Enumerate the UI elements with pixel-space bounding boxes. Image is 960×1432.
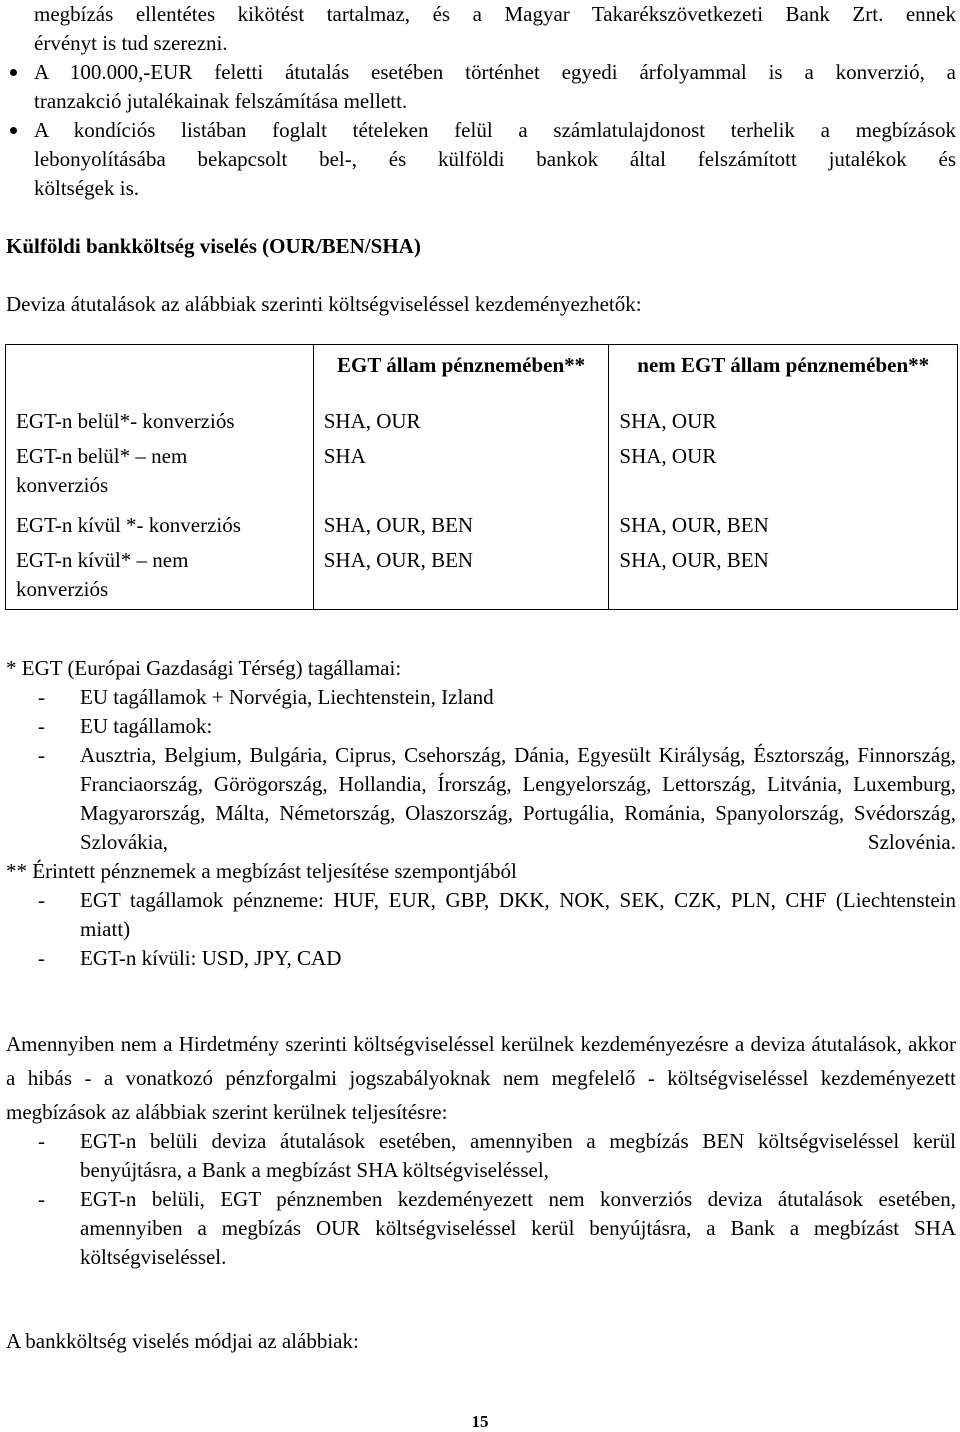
table-row	[6, 403, 958, 440]
section-heading: Külföldi bankköltség viselés (OUR/BEN/SHA)	[6, 234, 421, 258]
table-cell: SHA, OUR, BEN	[609, 544, 958, 610]
bullet-line: lebonyolításába bekapcsolt bel-, és külföldi bankok által felszámított jutalékok és	[34, 147, 956, 171]
list-item: - EGT-n belüli deviza átutalások esetében, amennyiben a megbízás BEN költségviseléssel kerül benyújtásra, a Bank a megbízást SHA költségviseléssel,	[38, 1129, 956, 1182]
closing-line: A bankköltség viselés módjai az alábbiak:	[6, 1329, 359, 1353]
table-cell: SHA, OUR	[313, 403, 609, 440]
table-cell: SHA	[313, 440, 609, 506]
rules-list	[6, 1127, 956, 1272]
list-item: - Ausztria, Belgium, Bulgária, Ciprus, Csehország, Dánia, Egyesült Királyság, Észtország, Finnország, Franciaország, Görögország, Hollandia, Írország, Lengyelország, Lettország, Litvánia, Luxemburg, Magyarország, Málta, Németország, Olaszország, Portugália, Románia, Spanyolország, Svédország, Szlovákia, Szlovénia.	[38, 743, 956, 854]
table-cell: EGT-n belül* – nem konverziós	[6, 440, 314, 506]
table-cell: EGT-n belül*- konverziós	[6, 403, 314, 440]
page-number: 15	[471, 1412, 489, 1431]
bullet-icon	[10, 69, 17, 76]
table-header-cell	[6, 345, 314, 404]
intro-line-2: érvényt is tud szerezni.	[34, 31, 228, 55]
footnote-title: ** Érintett pénznemek a megbízást teljesítése szempontjából	[6, 859, 517, 883]
section-intro: Deviza átutalások az alábbiak szerinti költségviseléssel kezdeményezhetők:	[6, 292, 642, 316]
bullet-line: költségek is.	[34, 176, 139, 200]
bullet-item	[6, 116, 956, 203]
table-row	[6, 440, 958, 506]
bullet-line: A 100.000,-EUR feletti átutalás esetében történhet egyedi árfolyammal is a konverzió, a	[34, 60, 956, 84]
table-cell: SHA, OUR	[609, 403, 958, 440]
table-cell: EGT-n kívül* – nem konverziós	[6, 544, 314, 610]
bullet-line: tranzakció jutalékainak felszámítása mellett.	[34, 89, 408, 113]
cost-paragraph: Amennyiben nem a Hirdetmény szerinti költségviseléssel kerülnek kezdeményezésre a deviza átutalások, akkor a hibás - a vonatkozó pénzforgalmi jogszabályoknak nem megfelelő - költségviseléssel kezdeményezett megbízások az alábbiak szerint kerülnek teljesítésre:	[6, 1032, 956, 1124]
bullet-line: A kondíciós listában foglalt tételeken felül a számlatulajdonost terhelik a megbízások	[34, 118, 956, 142]
table-cell: SHA, OUR	[609, 440, 958, 506]
table-header-cell: nem EGT állam pénznemében**	[609, 345, 958, 404]
table-row	[6, 506, 958, 544]
table-cell: EGT-n kívül *- konverziós	[6, 506, 314, 544]
bullet-icon	[10, 127, 17, 134]
list-item: - EU tagállamok + Norvégia, Liechtenstein, Izland	[38, 685, 494, 709]
footnote-title: * EGT (Európai Gazdasági Térség) tagállamai:	[6, 656, 402, 680]
table-cell: SHA, OUR, BEN	[313, 506, 609, 544]
cost-table	[5, 344, 958, 610]
table-header-cell: EGT állam pénznemében**	[313, 345, 609, 404]
table-row	[6, 544, 958, 610]
list-item: - EU tagállamok:	[38, 714, 213, 738]
footnote-egt	[6, 654, 956, 857]
table-cell: SHA, OUR, BEN	[313, 544, 609, 610]
list-item: - EGT-n kívüli: USD, JPY, CAD	[38, 946, 342, 970]
bullet-item	[6, 58, 956, 116]
intro-line-1: megbízás ellentétes kikötést tartalmaz, és a Magyar Takarékszövetkezeti Bank Zrt. ennek	[34, 2, 956, 26]
list-item: - EGT-n belüli, EGT pénznemben kezdeményezett nem konverziós deviza átutalások esetében, amennyiben a megbízás OUR költségviseléssel kerül benyújtásra, a Bank a megbízást SHA költségviseléssel.	[38, 1187, 956, 1269]
table-cell: SHA, OUR, BEN	[609, 506, 958, 544]
list-item: - EGT tagállamok pénzneme: HUF, EUR, GBP, DKK, NOK, SEK, CZK, PLN, CHF (Liechtenstein miatt)	[38, 888, 956, 941]
footnote-currencies	[6, 857, 956, 973]
table-header-row	[6, 345, 958, 404]
